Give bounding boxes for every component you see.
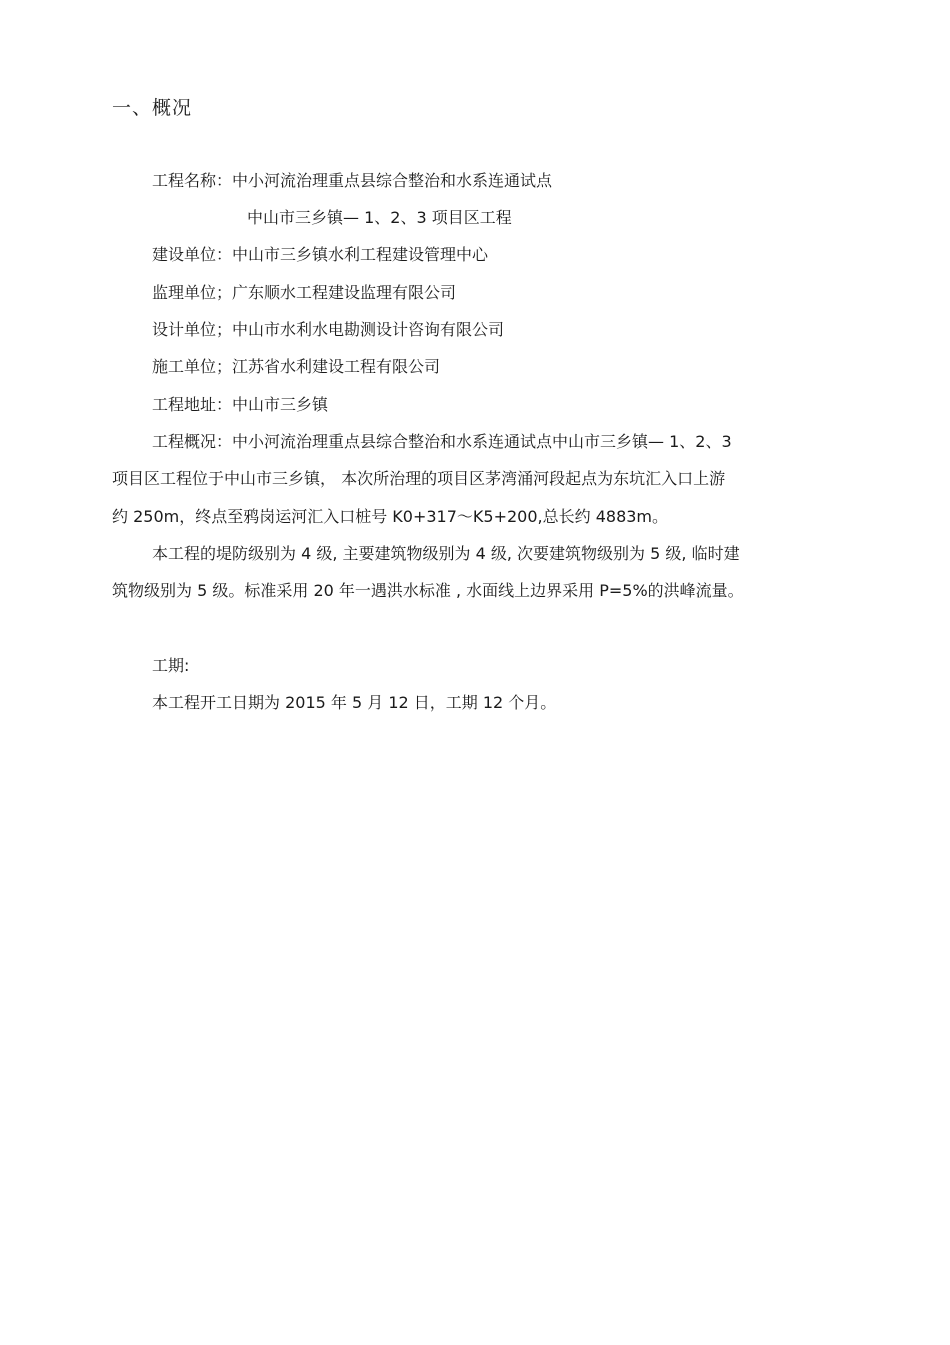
grade-line-2: 筑物级别为 5 级。标准采用 20 年一遇洪水标准 , 水面线上边界采用 P=5%的洪峰流量。 xyxy=(112,581,744,600)
section-heading: 一、概况 xyxy=(112,97,193,119)
schedule-label: 工期: xyxy=(152,656,190,675)
project-name-line-2: 中山市三乡镇— 1、2、3 项目区工程 xyxy=(247,208,512,227)
project-name-line-1: 工程名称：中小河流治理重点县综合整治和水系连通试点 xyxy=(152,171,553,190)
overview-line-1: 工程概况：中小河流治理重点县综合整治和水系连通试点中山市三乡镇— 1、2、3 xyxy=(152,432,732,451)
schedule-text: 本工程开工日期为 2015 年 5 月 12 日，工期 12 个月。 xyxy=(152,693,557,712)
supervisor-line: 监理单位；广东顺水工程建设监理有限公司 xyxy=(152,283,457,302)
address-line: 工程地址：中山市三乡镇 xyxy=(152,395,329,414)
designer-line: 设计单位；中山市水利水电勘测设计咨询有限公司 xyxy=(152,320,505,339)
overview-line-2: 项目区工程位于中山市三乡镇， 本次所治理的项目区茅湾涌河段起点为东坑汇入口上游 xyxy=(112,469,726,488)
contractor-line: 施工单位；江苏省水利建设工程有限公司 xyxy=(152,357,441,376)
grade-line-1: 本工程的堤防级别为 4 级, 主要建筑物级别为 4 级, 次要建筑物级别为 5 级, 临时建 xyxy=(152,544,740,563)
overview-line-3: 约 250m，终点至鸦岗运河汇入口桩号 K0+317～K5+200,总长约 4883m。 xyxy=(112,507,669,526)
builder-line: 建设单位：中山市三乡镇水利工程建设管理中心 xyxy=(152,245,489,264)
